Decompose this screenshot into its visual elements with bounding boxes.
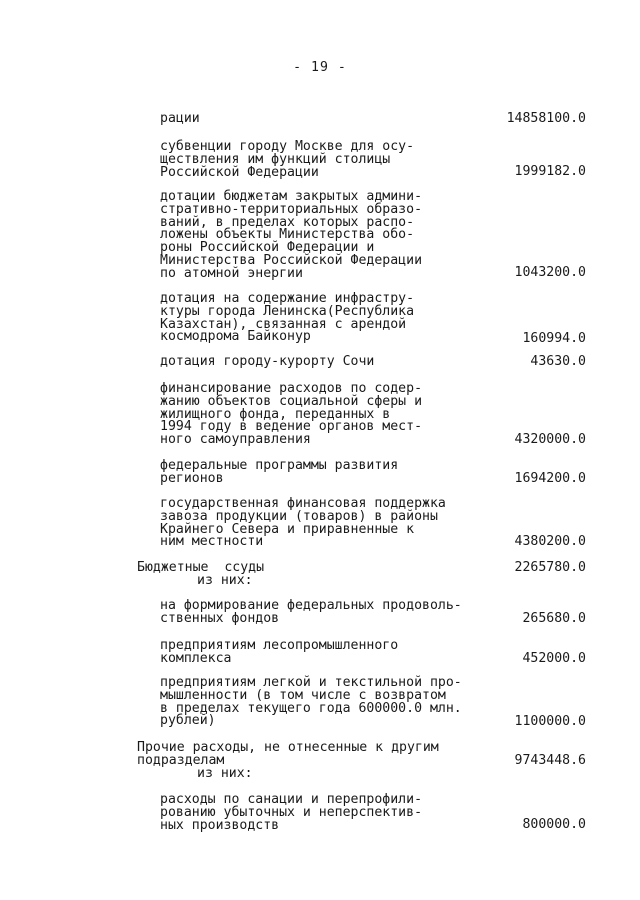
entry-label: дотация городу-курорту Сочи [160,354,375,369]
section-sublabel: из них: [197,573,253,588]
entry-label: государственная финансовая поддержка завоза продукции (товаров) в районы Крайнего Севера и приравненные к ним местности [160,496,446,550]
entry-amount: 14858100.0 [506,111,586,126]
entry-amount: 1043200.0 [514,265,586,280]
entry-label: дотации бюджетам закрытых админи- стративно-территориальных образо- ваний, в пределах которых распо- ложены объекты Министерства обо- роны Российской Федерации и Министерства Российской Федерации по атомной энергии [160,189,423,281]
entry-amount: 265680.0 [522,611,586,626]
entry-label: предприятиям легкой и текстильной про- мышленности (в том числе с возвратом в пределах текущего года 600000.0 млн. рублей) [160,675,462,729]
entry-label: финансирование расходов по содер- жанию объектов социальной сферы и жилищного фонда, переданных в 1994 году в ведение органов мест- ного самоуправления [160,381,423,448]
entry-amount: 2265780.0 [514,560,586,575]
entry-amount: 1694200.0 [514,471,586,486]
section-sublabel: из них: [197,766,253,781]
entry-label: федеральные программы развития регионов [160,458,399,486]
entry-amount: 800000.0 [522,817,586,832]
section-label: Бюджетные ссуды [137,560,265,575]
section-label: Прочие расходы, не отнесенные к другим подразделам [137,740,439,768]
entry-amount: 4320000.0 [514,432,586,447]
entry-label: расходы по санации и перепрофили- рованию убыточных и неперспектив- ных производств [160,792,423,833]
entry-amount: 160994.0 [522,331,586,346]
entry-amount: 1999182.0 [514,164,586,179]
entry-amount: 1100000.0 [514,714,586,729]
page-number: - 19 - [293,60,347,75]
entry-label: рации [160,111,200,126]
entry-amount: 9743448.6 [514,753,586,768]
entry-label: дотация на содержание инфрастру- ктуры города Ленинска(Республика Казахстан), связанная с арендой космодрома Байконур [160,291,415,345]
entry-amount: 4380200.0 [514,534,586,549]
entry-label: на формирование федеральных продоволь- ственных фондов [160,598,462,626]
entry-label: субвенции городу Москве для осу- ществления им функций столицы Российской Федерации [160,139,415,180]
entry-label: предприятиям лесопромышленного комплекса [160,638,399,666]
entry-amount: 452000.0 [522,651,586,666]
entry-amount: 43630.0 [530,354,586,369]
